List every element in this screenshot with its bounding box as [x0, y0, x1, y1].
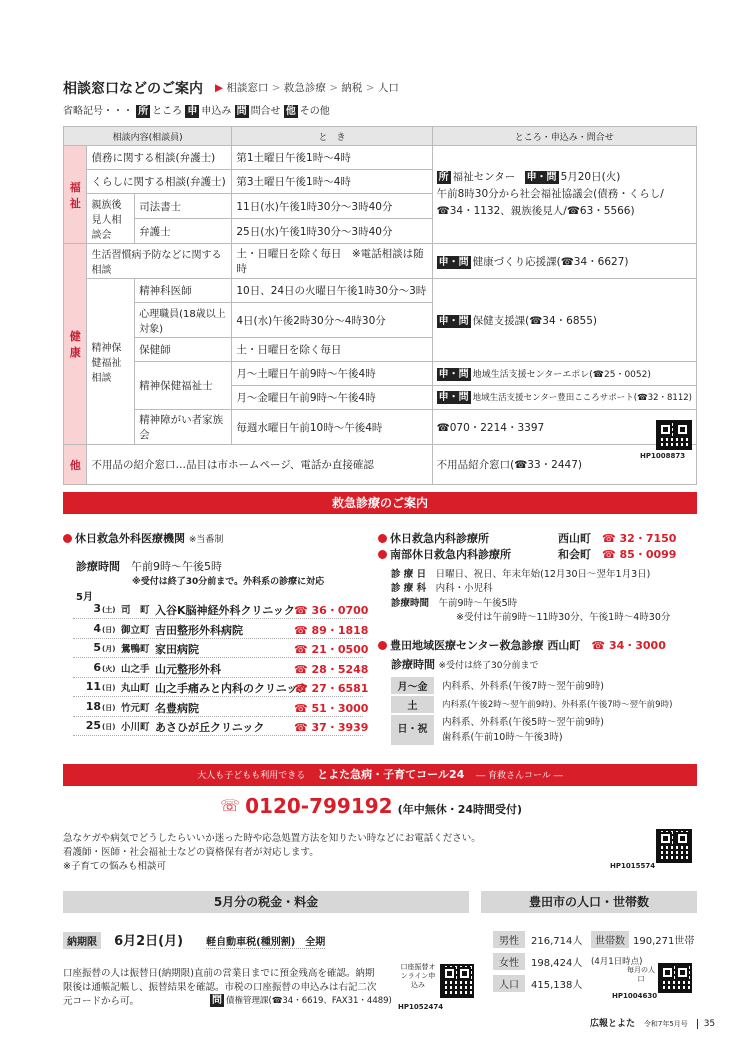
tax-deadline: [63, 930, 325, 949]
cell: [432, 244, 696, 279]
hours-label: 診療時間: [391, 658, 435, 671]
duty-area: 鴛鴨町: [121, 644, 150, 655]
duty-area: 御立町: [121, 624, 150, 636]
cell: 司法書士: [135, 194, 232, 219]
cell: 第1土曜日午後1時～4時: [232, 146, 432, 170]
duty-day: 6: [93, 660, 101, 674]
contact: 債権管理課(☎34・6619、FAX31・4489): [226, 996, 392, 1006]
welfare-contact: [432, 146, 696, 244]
duty-phone[interactable]: ☎ 21・0500: [294, 643, 369, 656]
cell: 月～土曜日午前9時～午後4時: [232, 362, 432, 386]
hours: 午前9時～午後5時: [131, 560, 222, 573]
hours-label: 診療時間: [391, 598, 430, 609]
contact: 地域生活支援センターエポレ(☎25・0052): [472, 369, 651, 380]
call-desc: ※子育ての悩みも相談可: [63, 861, 166, 872]
cell: 土・日曜日を除く毎日 ※電話相談は随時: [232, 244, 432, 279]
clinic-name: 豊田地域医療センター救急診療: [390, 639, 544, 652]
duty-day: 18: [85, 699, 101, 713]
date: 5月20日(火): [560, 171, 621, 183]
duty-clinic: 名豊病院: [155, 701, 199, 715]
category-health: 健 康: [64, 244, 87, 445]
tax-desc: 限後は通帳記帳し、振替結果を確認。市税の口座振替の申込みは右記二次: [63, 982, 377, 993]
tax-contact: [210, 994, 392, 1007]
tax-desc: 口座振替の人は振替日(納期限)直前の営業日までに預金残高を確認。納期: [63, 968, 375, 979]
duty-row: [73, 660, 369, 678]
duty-day: 4: [93, 621, 101, 635]
stat-value: 216,714人: [531, 935, 583, 947]
duty-area: 竹元町: [121, 702, 150, 714]
month-label: 5月: [76, 592, 93, 603]
clinic-phone[interactable]: ☎ 34・3000: [591, 639, 666, 652]
call-banner: [63, 764, 697, 786]
cell: 10日、24日の火曜日午後1時30分～3時: [232, 279, 432, 303]
duty-clinic: あさひが丘クリニック: [155, 721, 265, 734]
hours-note: ※受付は終了30分前まで: [438, 661, 539, 671]
internal-2: [378, 546, 677, 562]
internal-1: [378, 530, 677, 546]
day-label: 土: [391, 696, 434, 713]
cell: 25日(水)午後1時30分～3時40分: [232, 219, 432, 244]
place: 福祉センター: [452, 171, 516, 183]
duty-clinic: 入谷K脳神経外科クリニック: [155, 604, 295, 617]
page-title: 相談窓口などのご案内: [63, 81, 203, 97]
footer: [590, 1016, 715, 1029]
bullet-icon: [378, 641, 387, 650]
duty-day: 25: [85, 719, 101, 732]
legend-text: ところ: [152, 106, 183, 117]
bullet-icon: [63, 534, 72, 543]
duty-day: 3: [93, 602, 101, 615]
duty-phone[interactable]: ☎ 28・5248: [294, 662, 369, 676]
tc-schedule: [391, 675, 697, 747]
clinic-area: 和会町: [558, 548, 591, 561]
duty-row: [73, 699, 369, 717]
cell: くらしに関する相談(弁護士): [87, 170, 232, 194]
cell: 不用品の紹介窓口…品目は市ホームページ、電話か直接確認: [87, 445, 432, 485]
cell: ☎070・2214・3397: [432, 410, 696, 445]
crumb-sep: >: [329, 82, 339, 94]
deadline-date: 6月2日(月): [114, 934, 184, 949]
surgical-hours: [76, 558, 222, 574]
qr-code-label: HP1015574: [610, 862, 656, 870]
internal-hours-note: ※受付は午前9時～11時30分、午後1時～4時30分: [456, 612, 671, 623]
toyota-center-hours: [391, 656, 539, 672]
legend-prefix: 省略記号・・・: [63, 106, 133, 117]
duty-row: [73, 680, 369, 697]
qr-code[interactable]: [656, 829, 692, 863]
cell: [432, 386, 696, 410]
call-desc: 看護師・医師・社会福祉士などの資格保有者が対応します。: [63, 847, 319, 858]
toyota-center: [378, 637, 666, 653]
mark-apply-inquiry: 申・問: [438, 256, 469, 268]
duty-area: 山之手: [121, 663, 150, 675]
hours-label: 診療時間: [76, 560, 120, 573]
duty-row: [73, 602, 369, 619]
cell: 生活習慣病予防などに関する相談: [87, 244, 232, 279]
mark-other: 他: [285, 106, 296, 117]
page-number: 35: [697, 1019, 715, 1029]
duty-day: 5: [93, 641, 101, 654]
cell: 親族後見人相談会: [87, 194, 135, 244]
stat-value: 190,271世帯: [633, 935, 695, 947]
mark-apply-inquiry: 申・問: [438, 315, 469, 327]
clinic-phone[interactable]: ☎ 85・0099: [602, 548, 677, 561]
legend-text: 問合せ: [250, 106, 281, 117]
clinic-area: 西山町: [558, 532, 591, 545]
surgical-title: [63, 530, 223, 546]
mark-place: 所: [138, 106, 149, 117]
tax-header: 5月分の税金・料金: [63, 891, 469, 913]
cell: 心理職員(18歳以上対象): [135, 303, 232, 338]
day-hours: 内科系、外科系(午後7時～翌午前9時): [442, 681, 605, 692]
duty-weekday: (日): [102, 625, 116, 634]
day-hours: 内科系(午後2時～翌午前9時)、外科系(午後7時～翌午前9時): [442, 700, 673, 710]
cell: 土・日曜日を除く毎日: [232, 338, 432, 362]
footer-date: 令和7年5月号: [643, 1020, 688, 1028]
crumb-emergency[interactable]: 救急診療: [283, 82, 326, 94]
arrow-right-icon: ▶: [215, 82, 224, 94]
col-header: ところ・申込み・問合せ: [432, 127, 696, 146]
cell: 11日(水)午後1時30分～3時40分: [232, 194, 432, 219]
cell: 不用品紹介窓口(☎33・2447): [432, 445, 696, 485]
call-desc: 急なケガや病気でどうしたらいいか迷った時や応急処置方法を知りたい時などにお電話ください。: [63, 833, 481, 844]
duty-weekday: (月): [102, 645, 116, 653]
mark-place: 所: [438, 172, 449, 183]
duty-weekday: (日): [102, 703, 116, 712]
subjects: 内科・小児科: [435, 583, 493, 594]
free-dial-icon: ☏: [220, 796, 241, 815]
legend-text: 申込み: [201, 106, 232, 117]
cell: 弁護士: [135, 219, 232, 244]
stat-value: 415,138人: [531, 979, 583, 991]
day-hours: 内科系、外科系(午後5時～翌午前9時): [442, 717, 605, 728]
call-sub: 大人も子どもも利用できる: [197, 771, 306, 781]
duty-area: 丸山町: [121, 683, 150, 694]
call-title: とよた急病・子育てコール24: [317, 768, 465, 781]
cell: [432, 279, 696, 362]
duty-day: 11: [85, 680, 101, 693]
day-label: 月～金: [391, 677, 434, 694]
mark-inquiry: 問: [212, 995, 222, 1006]
consultation-table: [63, 126, 697, 485]
crumb-tax[interactable]: 納税: [341, 82, 363, 94]
clinic-name: 休日救急内科診療所: [390, 532, 489, 545]
as-of-date: (4月1日時点): [591, 957, 643, 967]
crumb-population[interactable]: 人口: [377, 82, 399, 94]
duty-phone[interactable]: ☎ 89・1818: [294, 623, 369, 637]
stat-value: 198,424人: [531, 957, 583, 969]
cell: 保健師: [135, 338, 232, 362]
clinic-name: 南部休日救急内科診療所: [390, 548, 511, 561]
cell: 4日(水)午後2時30分～4時30分: [232, 303, 432, 338]
qr-code-label: HP1004630: [612, 992, 658, 1000]
legend-text: その他: [299, 106, 330, 117]
internal-subjects: [391, 580, 493, 594]
internal-hours: [391, 595, 517, 609]
tax-desc: 元コードから可。: [63, 996, 140, 1007]
cell: 月～金曜日午前9時～午後4時: [232, 386, 432, 410]
call-tail: ― 育救さんコール ―: [476, 771, 563, 781]
col-header: と き: [232, 127, 432, 146]
call-number-row: [220, 794, 522, 818]
duty-clinic: 家田病院: [155, 643, 199, 656]
stat-label: 男性: [493, 931, 525, 948]
mark-apply-inquiry: 申・問: [526, 172, 557, 183]
qr-code-label: HP1008873: [640, 452, 686, 460]
footer-brand: 広報とよた: [590, 1019, 636, 1029]
duty-area: 司 町: [121, 605, 150, 616]
clinic-area: 西山町: [547, 639, 581, 652]
days: 日曜日、祝日、年末年始(12月30日～翌年1月3日): [435, 569, 651, 580]
qr-label: 毎月の人口: [627, 966, 655, 983]
section-header-emergency: 救急診療のご案内: [63, 492, 697, 514]
day-label: 日・祝: [391, 715, 434, 745]
qr-code[interactable]: [656, 420, 692, 450]
bullet-icon: [378, 534, 387, 543]
cell: 債務に関する相談(弁護士): [87, 146, 232, 170]
qr-code-label: HP1052474: [398, 1003, 444, 1011]
duty-phone[interactable]: ☎ 51・3000: [294, 701, 369, 715]
cell: 毎週水曜日午前10時～午後4時: [232, 410, 432, 445]
stat-label: 人口: [493, 975, 525, 992]
call-hours: (年中無休・24時間受付): [397, 803, 523, 816]
mark-apply-inquiry: 申・問: [438, 368, 469, 380]
duty-row: [73, 621, 369, 639]
cell: 精神障がい者家族会: [135, 410, 232, 445]
col-header: 相談内容(相談員): [64, 127, 232, 146]
contact: 地域生活支援センター豊田こころサポート(☎32・8112): [472, 393, 692, 403]
crumb-sep: >: [365, 82, 375, 94]
days-label: 診 療 日: [391, 569, 427, 580]
cell: [432, 362, 696, 386]
note: ※当番制: [188, 535, 224, 545]
population-header: 豊田市の人口・世帯数: [481, 891, 697, 913]
contact: 健康づくり応援課(☎34・6627): [472, 255, 629, 268]
duty-weekday: (火): [102, 664, 116, 673]
surgical-hours-note: ※受付は終了30分前まで。外科系の診療に対応: [132, 577, 325, 587]
stat-label: 女性: [493, 953, 525, 970]
qr-code[interactable]: [658, 963, 692, 993]
duty-row: [73, 641, 369, 658]
hours: 午前9時～午後5時: [438, 598, 518, 609]
cell: 精神保健福祉士: [135, 362, 232, 410]
bullet-icon: [378, 550, 387, 559]
crumb-consult[interactable]: 相談窓口: [226, 82, 269, 94]
duty-phone[interactable]: ☎ 37・3939: [294, 721, 369, 734]
duty-phone[interactable]: ☎ 36・0700: [294, 604, 369, 617]
contact: 保健支援課(☎34・6855): [472, 314, 597, 327]
duty-clinic: 山之手痛みと内科のクリニック: [155, 682, 309, 695]
mark-apply: 申: [187, 106, 198, 117]
subjects-label: 診 療 科: [391, 583, 427, 594]
day-hours: 歯科系(午前10時～午後3時): [442, 732, 563, 743]
mark-apply-inquiry: 申・問: [438, 392, 469, 403]
stat-label: 世帯数: [591, 931, 629, 948]
cell: 精神科医師: [135, 279, 232, 303]
duty-clinic: 吉田整形外科病院: [155, 623, 243, 637]
internal-days: [391, 566, 650, 580]
deadline-label: 納期限: [63, 932, 101, 949]
duty-weekday: (日): [102, 723, 116, 731]
cell: 精神保健福祉相談: [87, 279, 135, 445]
cell: 第3土曜日午後1時～4時: [232, 170, 432, 194]
contact-text: 午前8時30分から社会福祉協議会(債務・くらし/☎34・1132、親族後見人/☎63・5566): [436, 188, 664, 217]
call-number[interactable]: 0120-799192: [245, 794, 393, 818]
qr-label: 口座振替オンライン申込み: [400, 963, 436, 989]
duty-area: 小川町: [121, 722, 150, 733]
breadcrumb: [215, 80, 399, 95]
duty-row: [73, 719, 369, 736]
duty-phone[interactable]: ☎ 27・6581: [294, 682, 369, 695]
mark-inquiry: 問: [236, 106, 247, 117]
duty-clinic: 山元整形外科: [155, 662, 221, 676]
tax-item: 軽自動車税(種別割) 全期: [206, 937, 326, 948]
legend: [63, 102, 330, 118]
qr-code[interactable]: [440, 964, 474, 998]
category-welfare: 福 祉: [64, 146, 87, 244]
title-text: 休日救急外科医療機関: [75, 532, 185, 545]
category-other: 他: [64, 445, 87, 485]
duty-weekday: (日): [102, 684, 116, 692]
clinic-phone[interactable]: ☎ 32・7150: [602, 532, 677, 545]
crumb-sep: >: [271, 82, 281, 94]
duty-weekday: (土): [102, 606, 116, 614]
